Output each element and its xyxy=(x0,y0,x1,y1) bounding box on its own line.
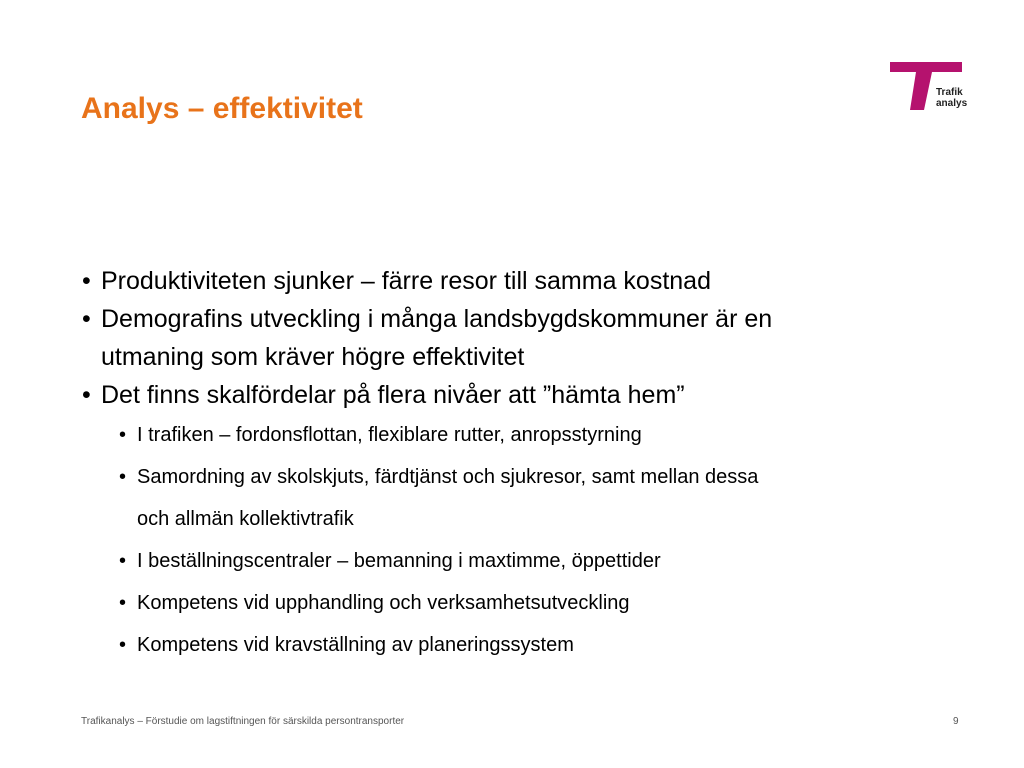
bullet-text: Det finns skalfördelar på flera nivåer att ”hämta hem” xyxy=(101,381,685,409)
sub-bullet-item xyxy=(82,582,982,624)
page-number: 9 xyxy=(953,716,959,727)
sub-bullet-text: I beställningscentraler – bemanning i maxtimme, öppettider xyxy=(137,550,661,572)
logo-text xyxy=(936,87,967,109)
sub-bullet-item xyxy=(82,540,982,582)
bullet-item xyxy=(82,300,982,376)
bullet-text: Produktiviteten sjunker – färre resor till samma kostnad xyxy=(101,267,711,295)
logo-text-line1: Trafik xyxy=(936,87,963,98)
sub-bullet-item xyxy=(82,414,982,456)
slide-title: Analys – effektivitet xyxy=(81,92,363,125)
logo-text-line2: analys xyxy=(936,98,968,109)
bullet-item xyxy=(82,376,982,414)
slide-footer: Trafikanalys – Förstudie om lagstiftningen för särskilda persontransporter xyxy=(81,716,405,727)
bullet-list xyxy=(82,262,982,666)
sub-bullet-text: Kompetens vid upphandling och verksamhetsutveckling xyxy=(137,592,630,614)
bullet-item xyxy=(82,262,982,300)
sub-bullet-item xyxy=(82,624,982,666)
sub-bullet-text: I trafiken – fordonsflottan, flexiblare rutter, anropsstyrning xyxy=(137,424,642,446)
trafikanalys-logo xyxy=(890,60,968,112)
sub-bullet-text: Samordning av skolskjuts, färdtjänst och sjukresor, samt mellan dessa xyxy=(137,466,759,488)
bullet-text: Demografins utveckling i många landsbygdskommuner är en xyxy=(101,305,773,333)
bullet-text-continued: utmaning som kräver högre effektivitet xyxy=(101,343,525,371)
sub-bullet-text: Kompetens vid kravställning av planeringssystem xyxy=(137,634,574,656)
sub-bullet-text-continued: och allmän kollektivtrafik xyxy=(137,508,354,530)
sub-bullet-item xyxy=(82,456,982,540)
